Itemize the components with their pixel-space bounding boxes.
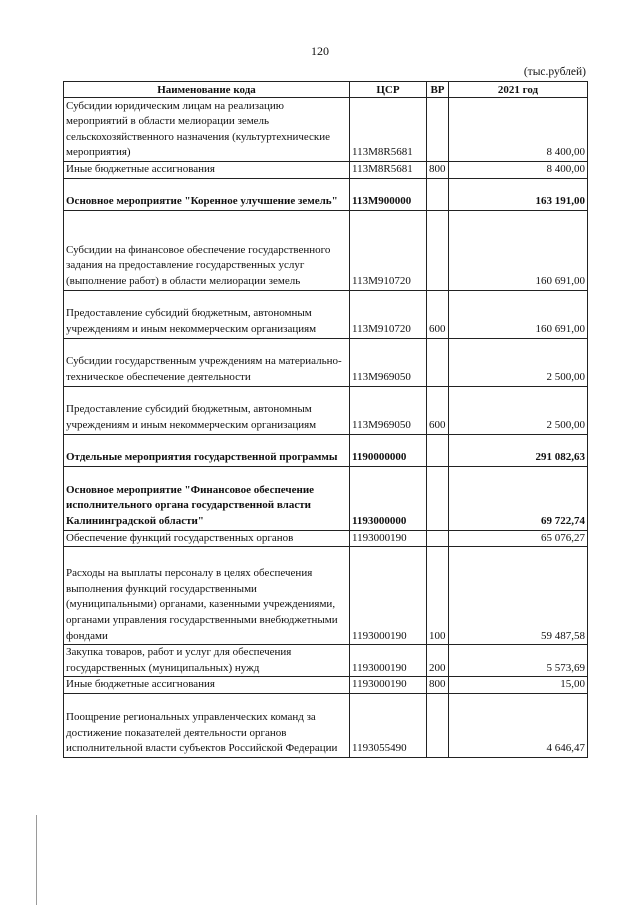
cell-vr: 600: [427, 290, 449, 338]
cell-name: Субсидии на финансовое обеспечение государственного задания на предоставление государственных услуг (выполнение работ) в области мелиорации земель: [64, 210, 350, 290]
cell-name: Отдельные мероприятия государственной программы: [64, 434, 350, 466]
table-row: [64, 466, 588, 530]
cell-csr: 113M900000: [350, 178, 427, 210]
table-row: [64, 386, 588, 434]
cell-sum: 65 076,27: [449, 530, 588, 547]
cell-csr: 113M910720: [350, 290, 427, 338]
cell-sum: 8 400,00: [449, 162, 588, 179]
cell-vr: 100: [427, 547, 449, 645]
table-row: [64, 530, 588, 547]
table-row: [64, 677, 588, 694]
table-body: [64, 98, 588, 758]
cell-name: Иные бюджетные ассигнования: [64, 677, 350, 694]
cell-vr: [427, 693, 449, 757]
header-csr: ЦСР: [350, 82, 427, 98]
table-row: [64, 162, 588, 179]
cell-sum: 2 500,00: [449, 386, 588, 434]
cell-name: Закупка товаров, работ и услуг для обеспечения государственных (муниципальных) нужд: [64, 645, 350, 677]
table-row: [64, 338, 588, 386]
cell-vr: 800: [427, 162, 449, 179]
cell-name: Предоставление субсидий бюджетным, автономным учреждениям и иным некоммерческим организациям: [64, 290, 350, 338]
cell-sum: 291 082,63: [449, 434, 588, 466]
cell-sum: 4 646,47: [449, 693, 588, 757]
cell-csr: 113M969050: [350, 338, 427, 386]
table-row: [64, 98, 588, 162]
cell-vr: [427, 466, 449, 530]
cell-vr: 600: [427, 386, 449, 434]
cell-sum: 59 487,58: [449, 547, 588, 645]
cell-csr: 1190000000: [350, 434, 427, 466]
cell-csr: 113M8R5681: [350, 98, 427, 162]
cell-vr: [427, 98, 449, 162]
cell-csr: 113M8R5681: [350, 162, 427, 179]
cell-name: Предоставление субсидий бюджетным, автономным учреждениям и иным некоммерческим организациям: [64, 386, 350, 434]
header-name: Наименование кода: [64, 82, 350, 98]
table-row: [64, 178, 588, 210]
units-label: (тыс.рублей): [523, 66, 586, 78]
cell-vr: [427, 530, 449, 547]
cell-csr: 113M910720: [350, 210, 427, 290]
cell-name: Обеспечение функций государственных органов: [64, 530, 350, 547]
header-year: 2021 год: [449, 82, 588, 98]
cell-csr: 1193000190: [350, 530, 427, 547]
cell-vr: [427, 434, 449, 466]
cell-csr: 1193000000: [350, 466, 427, 530]
cell-sum: 8 400,00: [449, 98, 588, 162]
cell-name: Основное мероприятие "Коренное улучшение земель": [64, 178, 350, 210]
cell-name: Субсидии юридическим лицам на реализацию мероприятий в области мелиорации земель сельскохозяйственного назначения (культуртехнические мероприятия): [64, 98, 350, 162]
table-header-row: [64, 82, 588, 98]
page-number: 120: [311, 44, 329, 58]
cell-sum: 163 191,00: [449, 178, 588, 210]
cell-csr: 1193000190: [350, 645, 427, 677]
cell-vr: [427, 178, 449, 210]
cell-csr: 1193055490: [350, 693, 427, 757]
cell-vr: [427, 210, 449, 290]
cell-csr: 1193000190: [350, 547, 427, 645]
cell-sum: 15,00: [449, 677, 588, 694]
cell-vr: 200: [427, 645, 449, 677]
cell-sum: 5 573,69: [449, 645, 588, 677]
cell-csr: 1193000190: [350, 677, 427, 694]
table-row: [64, 290, 588, 338]
cell-vr: [427, 338, 449, 386]
cell-sum: 69 722,74: [449, 466, 588, 530]
cell-csr: 113M969050: [350, 386, 427, 434]
cell-vr: 800: [427, 677, 449, 694]
budget-table: [63, 81, 588, 758]
table-row: [64, 434, 588, 466]
table-row: [64, 210, 588, 290]
cell-name: Субсидии государственным учреждениям на материально-техническое обеспечение деятельности: [64, 338, 350, 386]
cell-name: Основное мероприятие "Финансовое обеспечение исполнительного органа государственной власти Калининградской области": [64, 466, 350, 530]
cell-name: Иные бюджетные ассигнования: [64, 162, 350, 179]
table-row: [64, 693, 588, 757]
cell-sum: 160 691,00: [449, 210, 588, 290]
table-row: [64, 547, 588, 645]
cell-name: Расходы на выплаты персоналу в целях обеспечения выполнения функций государственными (муниципальными) органами, казенными учреждениями, органами управления государственными внебюджетными фондами: [64, 547, 350, 645]
table-row: [64, 645, 588, 677]
header-vr: ВР: [427, 82, 449, 98]
cell-name: Поощрение региональных управленческих команд за достижение показателей деятельности органов исполнительной власти субъектов Российской Федерации: [64, 693, 350, 757]
cell-sum: 160 691,00: [449, 290, 588, 338]
cell-sum: 2 500,00: [449, 338, 588, 386]
page-margin-line: [36, 815, 37, 905]
